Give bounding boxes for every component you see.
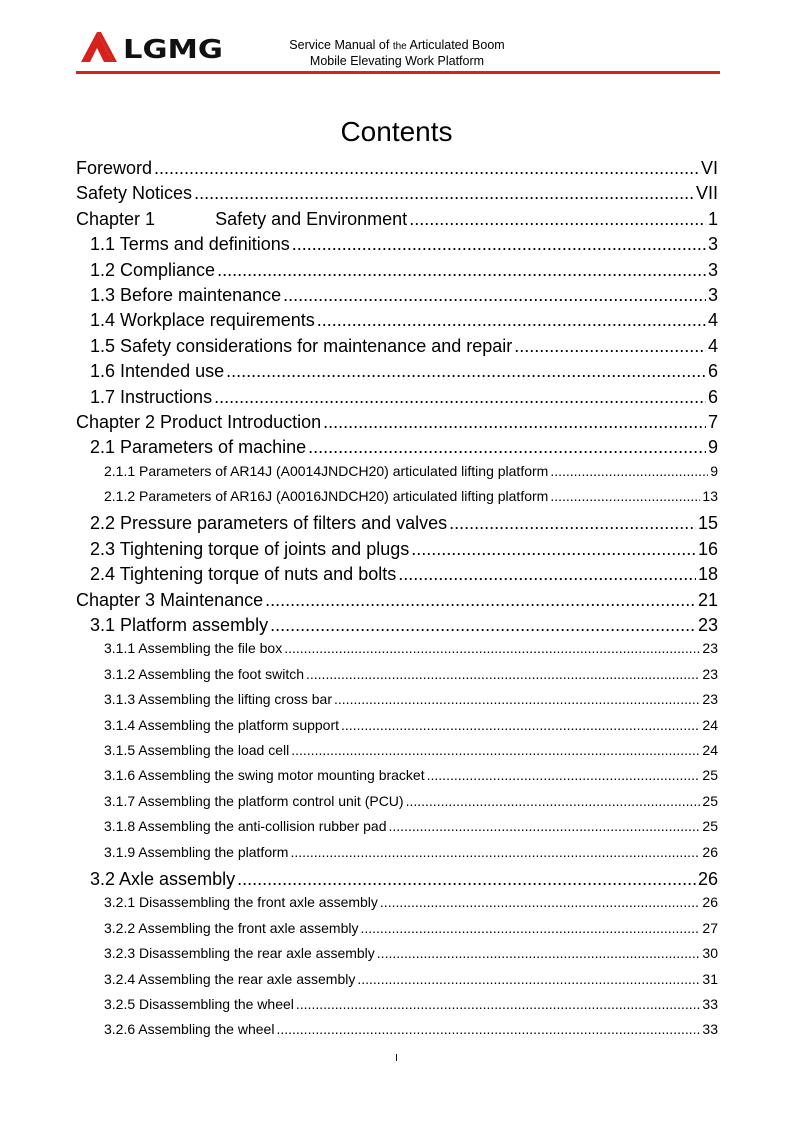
- dot-leader: [194, 183, 694, 204]
- toc-entry-title: 1.1 Terms and definitions: [90, 234, 290, 255]
- toc-entry[interactable]: [76, 717, 718, 742]
- toc-entry[interactable]: [76, 310, 718, 335]
- toc-entry[interactable]: [76, 971, 718, 996]
- dot-leader: [398, 564, 696, 585]
- toc-entry-title: 2.1 Parameters of machine: [90, 437, 307, 458]
- toc-entry[interactable]: [76, 920, 718, 945]
- toc-entry-title: 3.1.7 Assembling the platform control unit (PCU): [104, 792, 404, 809]
- manual-title: Service Manual of the Articulated Boom Mobile Elevating Work Platform: [289, 38, 505, 68]
- dot-leader: [380, 894, 701, 910]
- toc-entry[interactable]: [76, 488, 718, 513]
- toc-entry-title: 3.1.3 Assembling the lifting cross bar: [104, 691, 333, 708]
- dot-leader: [360, 920, 700, 936]
- brand-wordmark: LGMG: [123, 35, 223, 63]
- dot-leader: [334, 691, 700, 707]
- toc-entry[interactable]: [76, 615, 718, 640]
- toc-entry-title: 3.2 Axle assembly: [90, 868, 236, 889]
- toc-entry[interactable]: [76, 793, 718, 818]
- toc-entry-title: 3.1.6 Assembling the swing motor mounting bracket: [104, 767, 425, 784]
- toc-entry[interactable]: [76, 564, 718, 589]
- toc-entry-page: 30: [702, 945, 718, 962]
- toc-entry-page: 6: [707, 386, 718, 407]
- toc-entry-page: 1: [707, 208, 718, 229]
- toc-entry-page: 25: [702, 818, 718, 835]
- toc-entry-title: 1.2 Compliance: [90, 259, 216, 280]
- toc-entry-title: 3.2.2 Assembling the front axle assembly: [104, 919, 359, 936]
- dot-leader: [290, 844, 700, 860]
- dot-leader: [317, 310, 706, 331]
- toc-entry-page: 6: [707, 361, 718, 382]
- toc-entry-page: 25: [702, 767, 718, 784]
- toc-entry-page: 18: [697, 564, 718, 585]
- toc-entry-page: 3: [707, 284, 718, 305]
- toc-entry-page: 26: [702, 894, 718, 911]
- toc-entry-title: 3.1.1 Assembling the file box: [104, 640, 283, 657]
- toc-entry-title: 1.5 Safety considerations for maintenance and repair: [90, 335, 513, 356]
- toc-entry-title: 3.1.5 Assembling the load cell: [104, 741, 290, 758]
- toc-entry-title: 1.7 Instructions: [90, 386, 213, 407]
- toc-entry[interactable]: [76, 894, 718, 919]
- toc-entry-title: Foreword: [76, 158, 153, 178]
- toc-entry[interactable]: [76, 183, 718, 208]
- toc-entry-page: 33: [702, 995, 718, 1012]
- toc-entry[interactable]: [76, 996, 718, 1021]
- toc-entry[interactable]: [76, 387, 718, 412]
- toc-entry[interactable]: [76, 640, 718, 665]
- toc-entry-page: 26: [697, 868, 718, 889]
- toc-entry-title: 3.1.9 Assembling the platform: [104, 843, 289, 860]
- toc-entry-title: 3.2.3 Disassembling the rear axle assembly: [104, 945, 375, 962]
- toc-entry-title: 2.1.1 Parameters of AR14J (A0014JNDCH20) articulated lifting platform: [104, 462, 549, 479]
- toc-entry-title: Chapter 1 Safety and Environment: [76, 208, 408, 229]
- toc-entry-title: 3.2.1 Disassembling the front axle assembly: [104, 894, 378, 911]
- toc-entry-page: 24: [702, 741, 718, 758]
- lgmg-logo: [79, 29, 229, 63]
- dot-leader: [265, 590, 696, 611]
- toc-entry[interactable]: [76, 336, 718, 361]
- toc-entry-page: 33: [702, 1021, 718, 1038]
- toc-entry-page: 9: [710, 462, 718, 479]
- toc-entry-page: 15: [697, 513, 718, 534]
- toc-entry-page: 9: [707, 437, 718, 458]
- toc-entry-page: 31: [702, 970, 718, 987]
- toc-entry[interactable]: [76, 412, 718, 437]
- toc-entry-title: Safety Notices: [76, 183, 193, 204]
- toc-entry[interactable]: [76, 539, 718, 564]
- toc-entry[interactable]: [76, 818, 718, 843]
- toc-entry[interactable]: [76, 437, 718, 462]
- dot-leader: [406, 793, 701, 809]
- dot-leader: [449, 513, 696, 534]
- toc-entry[interactable]: [76, 742, 718, 767]
- toc-entry[interactable]: [76, 158, 718, 183]
- toc-entry-page: 16: [697, 538, 718, 559]
- toc-entry-title: 3.2.4 Assembling the rear axle assembly: [104, 970, 356, 987]
- toc-entry[interactable]: [76, 260, 718, 285]
- toc-entry-title: 1.4 Workplace requirements: [90, 310, 315, 331]
- toc-entry-page: VI: [700, 158, 718, 178]
- toc-entry[interactable]: [76, 285, 718, 310]
- dot-leader: [284, 640, 700, 656]
- dot-leader: [514, 336, 706, 357]
- dot-leader: [291, 742, 700, 758]
- dot-leader: [341, 717, 700, 733]
- toc-entry[interactable]: [76, 361, 718, 386]
- page-title: Contents: [340, 116, 453, 147]
- dot-leader: [377, 945, 701, 961]
- dot-leader: [217, 260, 706, 281]
- dot-leader: [389, 818, 701, 834]
- toc-entry-page: 4: [707, 335, 718, 356]
- toc-entry-page: 25: [702, 792, 718, 809]
- toc-entry[interactable]: [76, 945, 718, 970]
- toc-entry-title: 3.1.4 Assembling the platform support: [104, 716, 340, 733]
- dot-leader: [270, 615, 696, 636]
- dot-leader: [306, 666, 700, 682]
- toc-entry-page: 13: [702, 488, 718, 505]
- dot-leader: [411, 539, 696, 560]
- table-of-contents: [76, 158, 718, 1047]
- dot-leader: [308, 437, 706, 458]
- dot-leader: [283, 285, 706, 306]
- toc-entry-title: 3.1.2 Assembling the foot switch: [104, 665, 304, 682]
- toc-entry-page: 27: [702, 919, 718, 936]
- toc-entry-page: 21: [697, 589, 718, 610]
- page-number: I: [395, 1053, 398, 1064]
- toc-entry-title: 3.2.6 Assembling the wheel: [104, 1021, 275, 1038]
- dot-leader: [550, 463, 708, 479]
- toc-entry[interactable]: [76, 767, 718, 792]
- toc-entry-page: 23: [702, 691, 718, 708]
- toc-entry[interactable]: [76, 691, 718, 716]
- toc-entry[interactable]: [76, 463, 718, 488]
- dot-leader: [409, 209, 706, 230]
- toc-entry[interactable]: [76, 209, 718, 234]
- toc-entry-title: 2.3 Tightening torque of joints and plugs: [90, 538, 410, 559]
- toc-entry-title: 3.2.5 Disassembling the wheel: [104, 995, 294, 1012]
- toc-entry-title: 1.6 Intended use: [90, 361, 225, 382]
- dot-leader: [226, 361, 706, 382]
- toc-entry-page: 23: [702, 665, 718, 682]
- toc-entry-page: 7: [707, 411, 718, 432]
- toc-entry-title: Chapter 2 Product Introduction: [76, 411, 322, 432]
- toc-entry-title: 1.3 Before maintenance: [90, 284, 282, 305]
- dot-leader: [154, 158, 699, 179]
- toc-entry-page: 4: [707, 310, 718, 331]
- toc-entry-page: 24: [702, 716, 718, 733]
- toc-entry-title: 2.1.2 Parameters of AR16J (A0016JNDCH20) articulated lifting platform: [104, 488, 549, 505]
- dot-leader: [357, 971, 700, 987]
- toc-entry-page: 26: [702, 843, 718, 860]
- toc-entry-page: 23: [702, 640, 718, 657]
- dot-leader: [427, 767, 701, 783]
- toc-entry-title: 2.2 Pressure parameters of filters and valves: [90, 513, 448, 534]
- toc-entry-page: VII: [695, 183, 718, 204]
- toc-entry[interactable]: [76, 1021, 718, 1046]
- dot-leader: [276, 1021, 700, 1037]
- toc-entry-page: 3: [707, 234, 718, 255]
- dot-leader: [550, 488, 700, 504]
- dot-leader: [296, 996, 701, 1012]
- toc-entry-title: 2.4 Tightening torque of nuts and bolts: [90, 564, 397, 585]
- toc-entry-title: 3.1 Platform assembly: [90, 615, 269, 636]
- dot-leader: [292, 234, 706, 255]
- toc-entry[interactable]: [76, 513, 718, 538]
- toc-entry-page: 23: [697, 615, 718, 636]
- dot-leader: [237, 869, 696, 890]
- toc-entry[interactable]: [76, 869, 718, 894]
- header-rule: [76, 71, 720, 74]
- toc-entry[interactable]: [76, 590, 718, 615]
- toc-entry-title: 3.1.8 Assembling the anti-collision rubber pad: [104, 818, 387, 835]
- dot-leader: [214, 387, 706, 408]
- toc-entry[interactable]: [76, 666, 718, 691]
- page-header: [76, 26, 720, 72]
- toc-entry-title: Chapter 3 Maintenance: [76, 589, 264, 610]
- toc-entry-page: 3: [707, 259, 718, 280]
- dot-leader: [323, 412, 706, 433]
- toc-entry[interactable]: [76, 234, 718, 259]
- toc-entry[interactable]: [76, 844, 718, 869]
